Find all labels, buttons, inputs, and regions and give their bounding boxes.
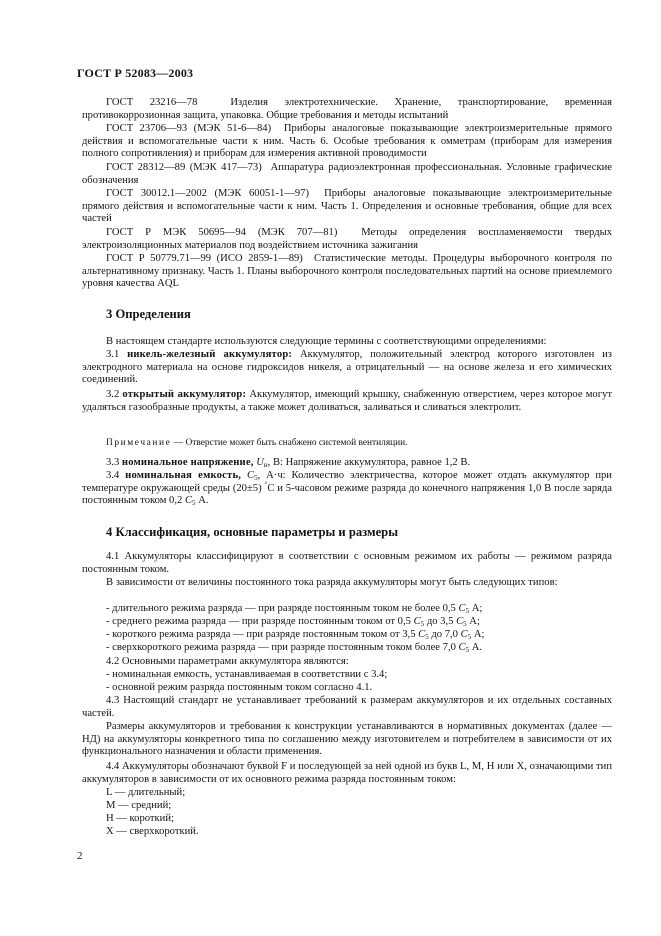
- mode-item: - сверхкороткого режима разряда — при разряде постоянным током более 7,0 $C_5$ А.: [106, 642, 483, 654]
- note-label: Примечание: [106, 438, 172, 448]
- paragraph-4-3-sizes: Размеры аккумуляторов и требования к конструкции устанавливаются в нормативных документах (далее — НД) на аккумуляторы конкретного типа по соглашению между изготовителем и потребителем в зависимости от их функционального назначения и области применения.: [82, 721, 612, 758]
- page-number: 2: [77, 850, 83, 862]
- letter-item: X — сверхкороткий.: [106, 826, 199, 837]
- letter-item: H — короткий;: [106, 813, 174, 824]
- page-header: ГОСТ Р 52083—2003: [77, 66, 194, 80]
- paragraph-4-3: 4.3 Настоящий стандарт не устанавливает требований к размерам аккумуляторов и их отдельных составных частей.: [82, 695, 612, 719]
- reference-item: ГОСТ 23706—93 (МЭК 51-6—84) Приборы аналоговые показывающие электроизмерительные прямого действия и вспомогательные части к ним. Часть 6. Особые требования к омметрам (приборам для измерения полного сопротивления) и приборам для измерения активной проводимости: [82, 123, 612, 160]
- definition-3-1: 3.1 никель-железный аккумулятор: Аккумулятор, положительный электрод которого изготовлен из электродного материала на основе гидроксидов никеля, а отрицательный — на основе железа и его химических соединений.: [82, 349, 612, 386]
- letter-item: L — длительный;: [106, 787, 186, 798]
- param-item: - номинальная емкость, устанавливаемая в соответствии с 3.4;: [106, 669, 388, 680]
- paragraph-4-1-types: В зависимости от величины постоянного тока разряда аккумуляторы могут быть следующих типов:: [106, 577, 558, 588]
- section-heading-classification: 4 Классификация, основные параметры и размеры: [106, 525, 399, 539]
- paragraph-4-1: 4.1 Аккумуляторы классифицируют в соответствии с основным режимом их работы — режимом разряда постоянным током.: [82, 551, 612, 575]
- mode-item: - длительного режима разряда — при разряде постоянным током не более 0,5 $C_5$ А;: [106, 603, 483, 615]
- mode-item: - короткого режима разряда — при разряде постоянным током от 3,5 $C_5$ до 7,0 $C_5$ А;: [106, 629, 485, 641]
- reference-item: ГОСТ 23216—78 Изделия электротехнические. Хранение, транспортирование, временная противокоррозионная защита, упаковка. Общие требования и методы испытаний: [82, 97, 613, 121]
- reference-item: ГОСТ Р МЭК 50695—94 (МЭК 707—81) Методы определения воспламеняемости твердых электроизоляционных материалов под воздействием источника зажигания: [82, 227, 612, 251]
- paragraph-4-2: 4.2 Основными параметрами аккумулятора являются:: [106, 656, 349, 667]
- note: Примечание — Отверстие может быть снабжено системой вентиляции.: [106, 438, 408, 448]
- paragraph-4-4: 4.4 Аккумуляторы обозначают буквой F и последующей за ней одной из букв L, M, H или X, означающими тип аккумуляторов в зависимости от их основного режима разряда постоянным током:: [82, 761, 612, 785]
- reference-item: ГОСТ Р 50779.71—99 (ИСО 2859-1—89) Статистические методы. Процедуры выборочного контроля по альтернативному признаку. Часть 1. Планы выборочного контроля последовательных партий на основе приемлемого уровня качества AQL: [82, 253, 613, 290]
- definition-3-4: 3.4 номинальная емкость, $C_5$, А·ч: Количество электричества, которое может отдать аккумулятор при температуре окружающей среды (20±5) °С и 5-часовом режиме разряда до конечного напряжения 1,0 В после заряда постоянным током 0,2 $C_5$ А.: [82, 470, 613, 508]
- param-item: - основной режим разряда постоянным током согласно 4.1.: [106, 682, 373, 693]
- reference-item: ГОСТ 28312—89 (МЭК 417—73) Аппаратура радиоэлектронная профессиональная. Условные графические обозначения: [82, 162, 613, 186]
- definitions-intro: В настоящем стандарте используются следующие термины с соответствующими определениями:: [106, 336, 547, 347]
- mode-item: - среднего режима разряда — при разряде постоянным током от 0,5 $C_5$ до 3,5 $C_5$ А;: [106, 616, 480, 628]
- letter-item: M — средний;: [106, 800, 172, 811]
- reference-item: ГОСТ 30012.1—2002 (МЭК 60051-1—97) Приборы аналоговые показывающие электроизмерительные прямого действия и вспомогательные части к ним. Часть 1. Определения и основные требования, общие для всех частей: [82, 188, 613, 225]
- definition-3-2: 3.2 открытый аккумулятор: Аккумулятор, имеющий крышку, снабженную отверстием, через которое могут удаляться газообразные продукты, а также может доливаться, заливаться и сливаться электролит.: [82, 389, 612, 413]
- definition-3-3: 3.3 номинальное напряжение, $U_н$, В: Напряжение аккумулятора, равное 1,2 В.: [106, 457, 471, 469]
- section-heading-definitions: 3 Определения: [106, 307, 191, 321]
